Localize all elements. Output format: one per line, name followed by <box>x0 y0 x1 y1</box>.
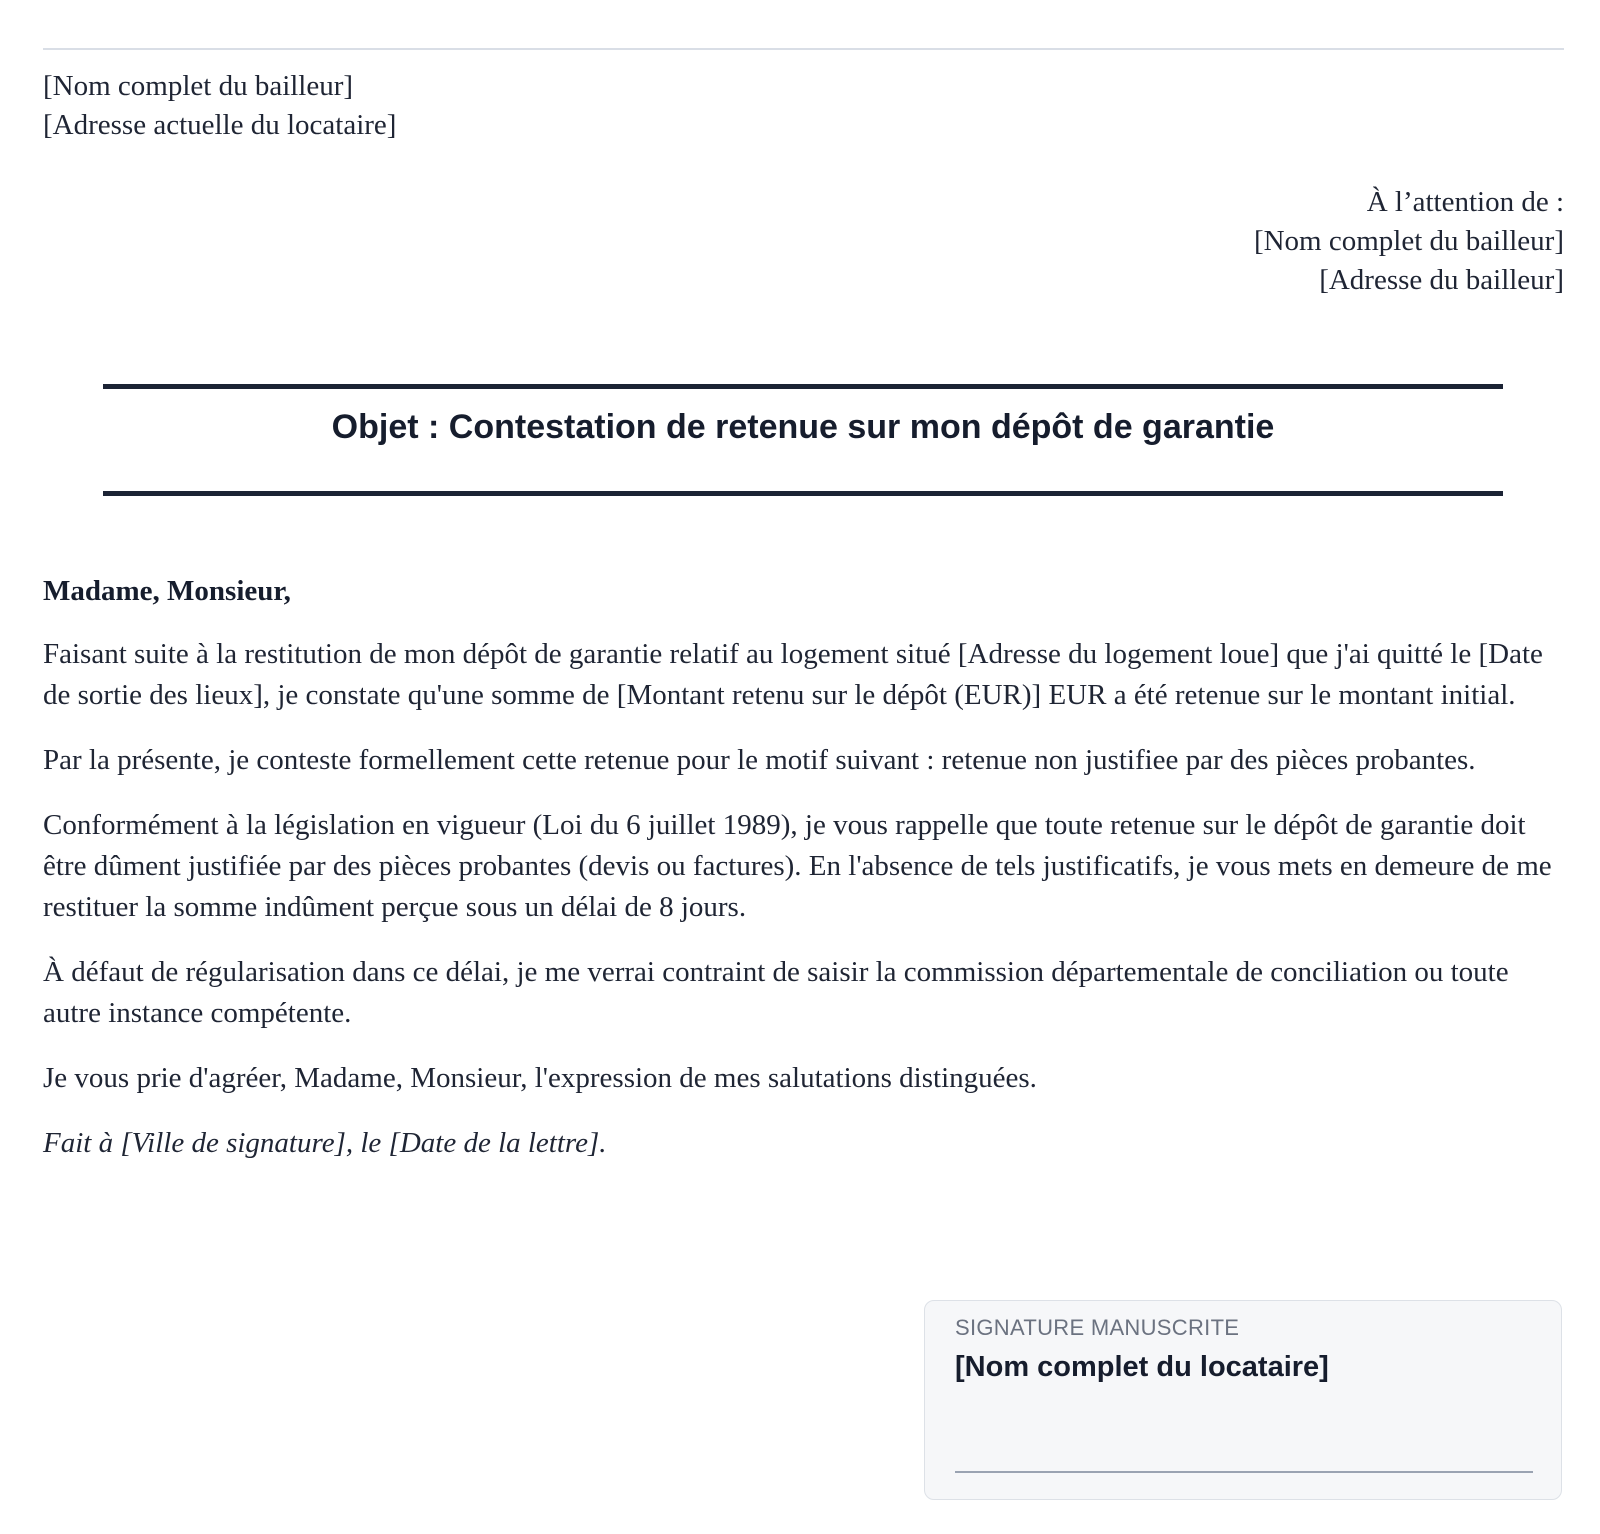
signature-name: [Nom complet du locataire] <box>955 1351 1329 1383</box>
recipient-name: [Nom complet du bailleur] <box>1253 225 1564 257</box>
sender-address: [Adresse actuelle du locataire] <box>43 109 397 141</box>
letter-subject: Objet : Contestation de retenue sur mon dépôt de garantie <box>331 408 1275 446</box>
top-divider <box>43 48 1564 50</box>
recipient-attention: À l’attention de : <box>1366 186 1564 218</box>
signature-box <box>924 1300 1562 1500</box>
signature-line <box>955 1471 1533 1473</box>
sender-block <box>43 67 396 145</box>
subject-bottom-rule <box>103 491 1503 496</box>
paragraph-contestation: Par la présente, je conteste formellement cette retenue pour le motif suivant : retenue non justifiee par des pièces probantes. <box>43 744 1476 776</box>
recipient-address: [Adresse du bailleur] <box>1319 264 1564 296</box>
place-and-date: Fait à [Ville de signature], le [Date de la lettre]. <box>43 1127 607 1159</box>
signature-label: SIGNATURE MANUSCRITE <box>955 1315 1240 1340</box>
subject-top-rule <box>103 384 1503 389</box>
paragraph-restitution: Faisant suite à la restitution de mon dépôt de garantie relatif au logement situé [Adresse du logement loue] que j'ai quitté le [Date de sortie des lieux], je constate qu'une somme de [Montant retenu sur le dépôt (EUR)] EUR a été retenue sur le montant initial. <box>43 638 1543 711</box>
paragraph-salutations: Je vous prie d'agréer, Madame, Monsieur, l'expression de mes salutations distinguées. <box>43 1062 1037 1094</box>
greeting: Madame, Monsieur, <box>43 575 291 607</box>
paragraph-mise-en-demeure: À défaut de régularisation dans ce délai, je me verrai contraint de saisir la commission départementale de conciliation ou toute autre instance compétente. <box>43 956 1509 1029</box>
sender-name: [Nom complet du bailleur] <box>43 70 354 102</box>
letter-body <box>43 571 1564 1188</box>
paragraph-legislation: Conformément à la législation en vigueur (Loi du 6 juillet 1989), je vous rappelle que toute retenue sur le dépôt de garantie doit être dûment justifiée par des pièces probantes (devis ou factures). En l'absence de tels justificatifs, je vous mets en demeure de me restituer la somme indûment perçue sous un délai de 8 jours. <box>43 809 1552 923</box>
recipient-block <box>1254 183 1564 300</box>
letter-page <box>43 0 1564 1534</box>
